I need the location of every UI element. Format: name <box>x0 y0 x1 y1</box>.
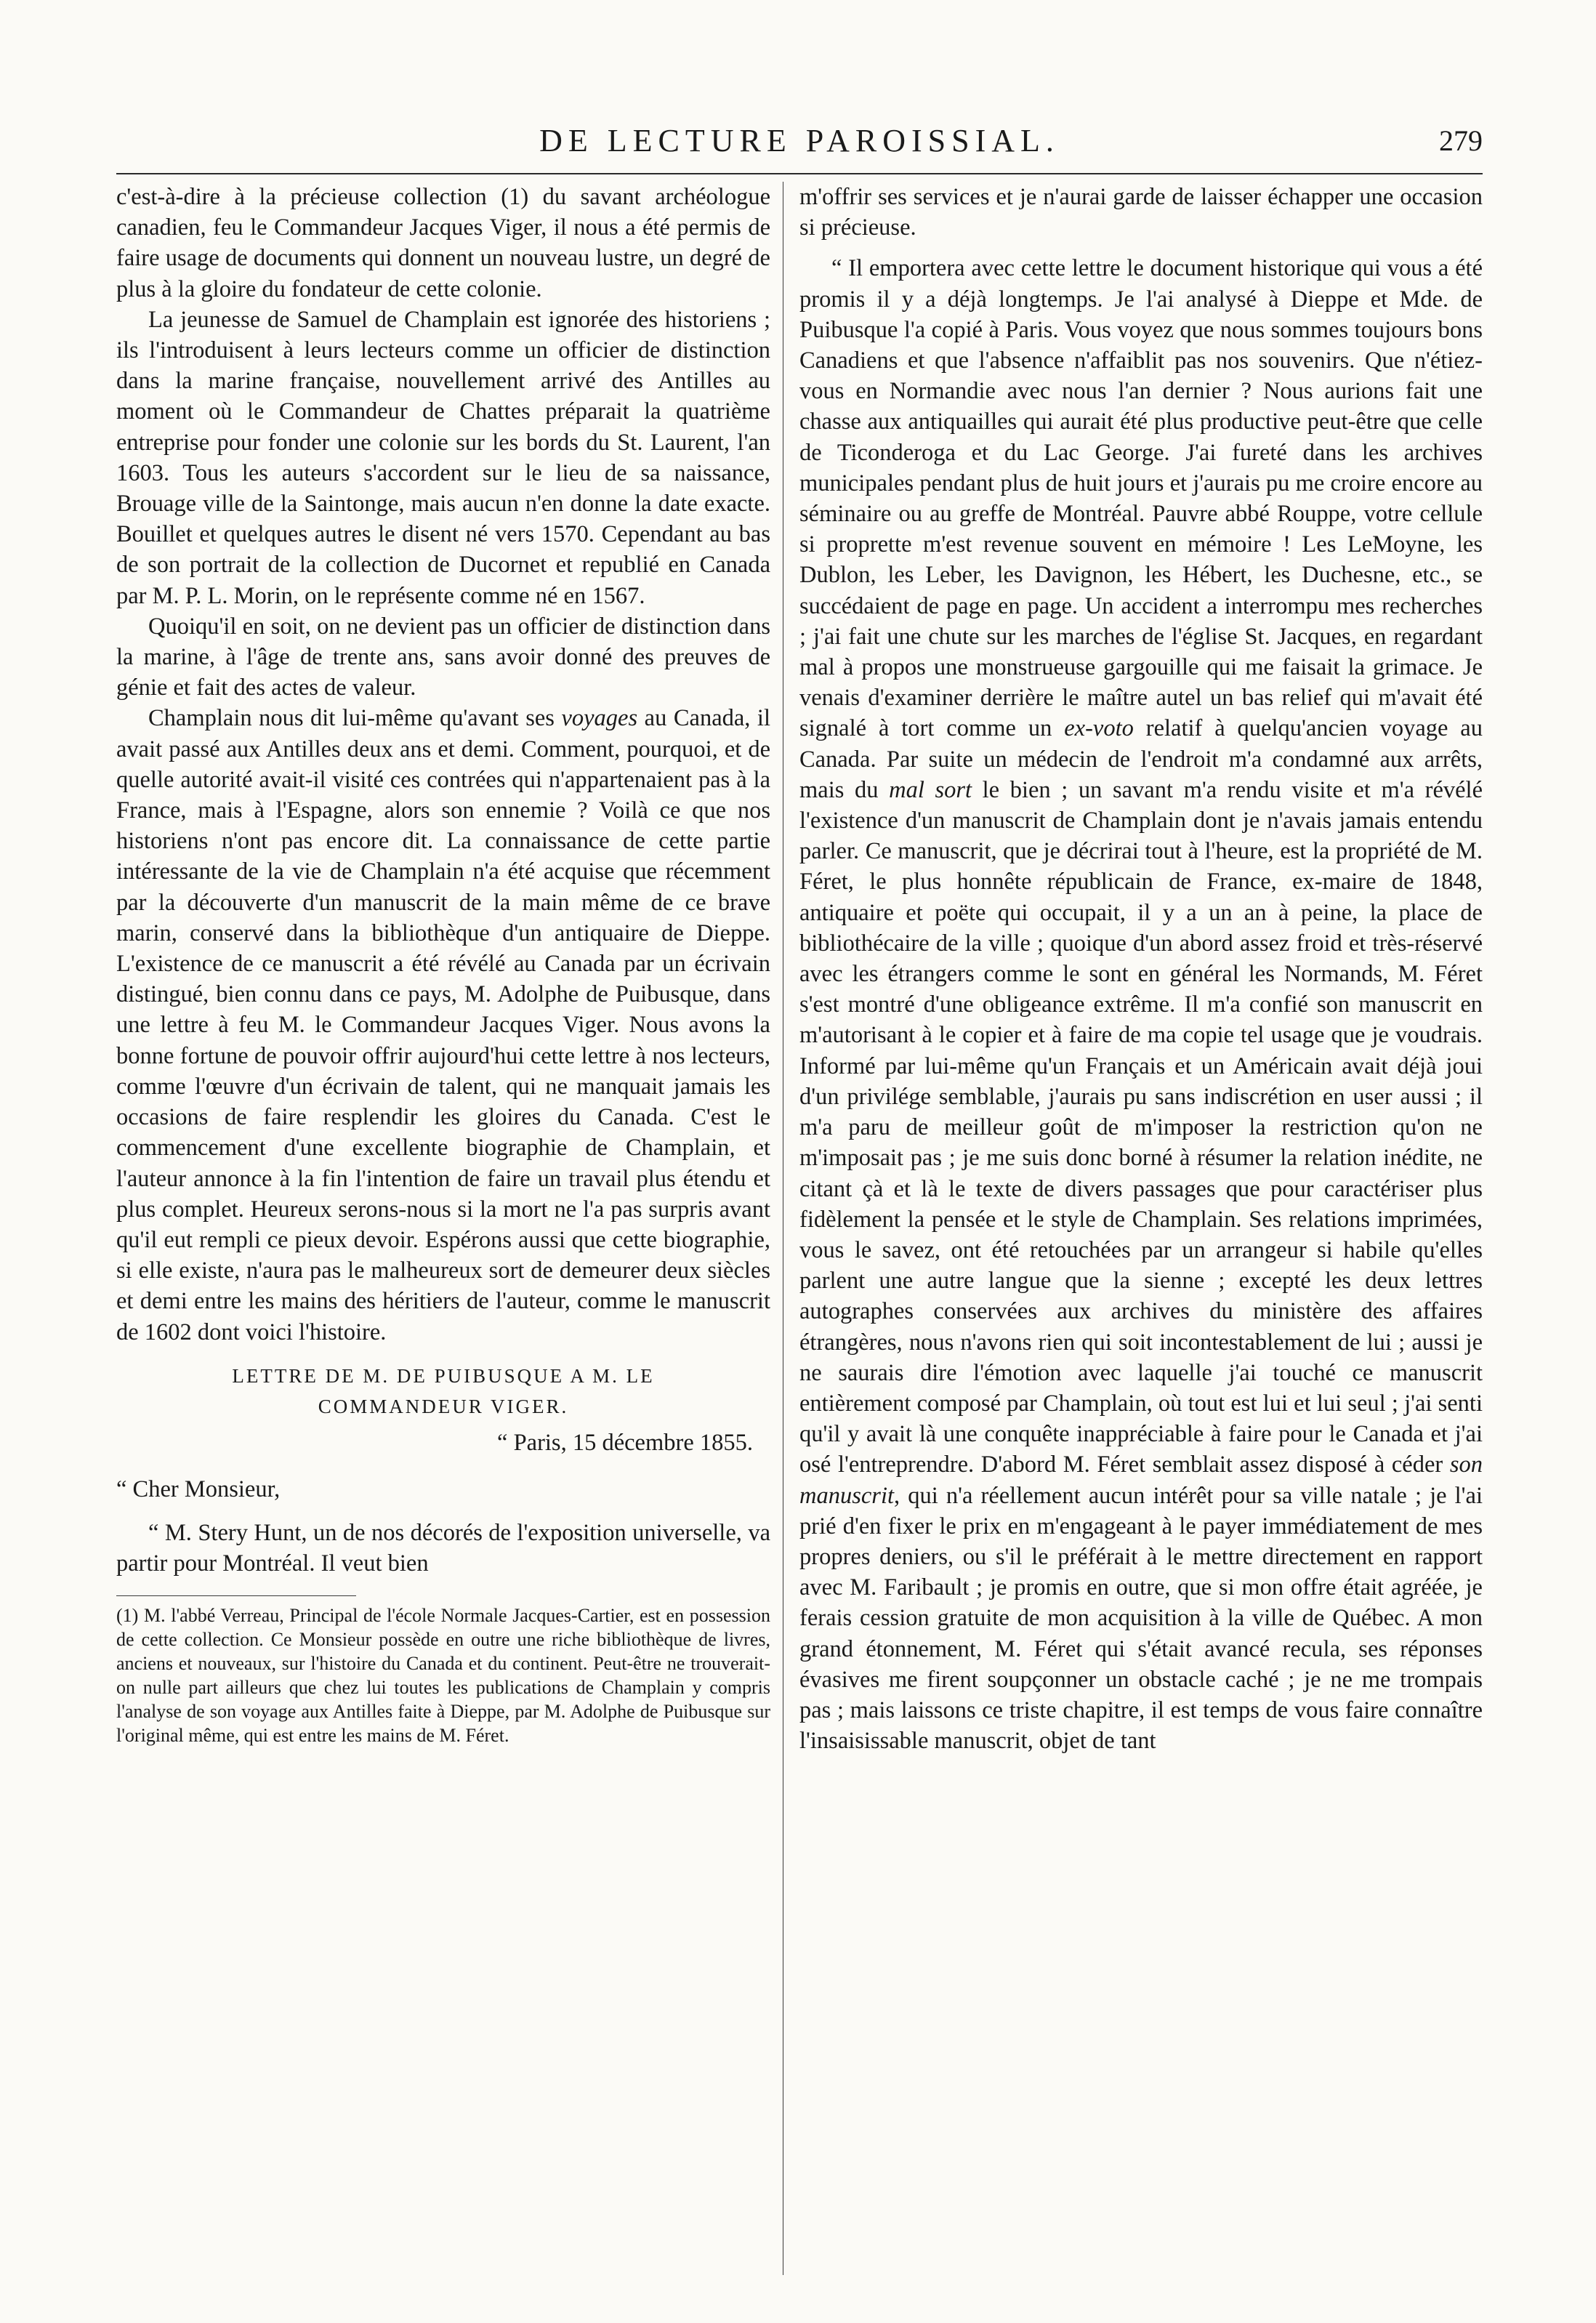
paragraph <box>799 253 1483 1756</box>
text-run: , qui n'a réellement aucun intérêt pour sa ville natale ; je l'ai prié d'en fixer le prix en m'engageant à le payer immédiatement de mes propres deniers, ou s'il le préférait à le mettre directement en rapport avec M. Faribault ; je promis en outre, que si mon offre était agréée, je ferais cession gratuite de mon acquisition à la ville de Québec. A mon grand étonnement, M. Féret qui s'était avancé recula, ses réponses évasives me firent soupçonner un obstacle caché ; je ne me trompais pas ; mais laissons ce triste chapitre, il est temps de vous faire connaître l'insaisissable manuscrit, objet de tant <box>799 1482 1483 1755</box>
italic-text: voyages <box>561 705 638 732</box>
letter-heading <box>116 1361 770 1422</box>
running-title: DE LECTURE PAROISSIAL. <box>539 123 1060 158</box>
footnote: (1) M. l'abbé Verreau, Principal de l'école Normale Jacques-Cartier, est en possession de cette collection. Ce Monsieur possède en outre une riche bibliothèque de livres, anciens et nouveaux, sur l'histoire du Canada et du continent. Peut-être ne trouverait-on nulle part ailleurs que chez lui toutes les publications de Champlain y compris l'analyse de son voyage aux Antilles faite à Dieppe, par M. Adolphe de Puibusque sur l'original même, qui est entre les mains de M. Féret. <box>116 1604 770 1746</box>
footnote-rule <box>116 1595 356 1596</box>
paragraph: c'est-à-dire à la précieuse collection (1) du savant archéologue canadien, feu le Commandeur Jacques Viger, il nous a été permis de faire usage de documents qui donnent un nouveau lustre, un degré de plus à la gloire du fondateur de cette colonie. <box>116 184 770 302</box>
italic-text: ex-voto <box>1064 715 1134 742</box>
italic-text: mal sort <box>889 776 972 803</box>
page-number: 279 <box>1439 124 1483 157</box>
paragraph: La jeunesse de Samuel de Champlain est ignorée des historiens ; ils l'introduisent à leurs lecteurs comme un officier de distinction dans la marine française, nouvellement arrivé des Antilles au moment où le Commandeur de Chattes préparait la quatrième entreprise pour fonder une colonie sur les bords du St. Laurent, l'an 1603. Tous les auteurs s'accordent sur le lieu de sa naissance, Brouage ville de la Saintonge, mais aucun n'en donne la date exacte. Bouillet et quelques autres le disent né vers 1570. Cependant au bas de son portrait de la collection de Ducornet et republié en Canada par M. P. L. Morin, on le représente comme né en 1567. <box>116 306 770 609</box>
paragraph: “ M. Stery Hunt, un de nos décorés de l'exposition universelle, va partir pour Montréal. Il veut bien <box>116 1520 770 1577</box>
letter-heading-line: COMMANDEUR VIGER. <box>318 1395 569 1417</box>
text-run: au Canada, il avait passé aux Antilles deux ans et demi. Comment, pourquoi, et de quelle autorité avait-il visité ces contrées qui n'appartenaient pas à la France, mais à l'Espagne, alors son ennemie ? Voilà ce que nos historiens n'ont pas encore dit. La connaissance de cette partie intéressante de la vie de Champlain n'a été acquise que récemment par la découverte d'un manuscrit de la main même de ce brave marin, conservé dans la bibliothèque d'un antiquaire de Dieppe. L'existence de ce manuscrit a été révélé au Canada par un écrivain distingué, bien connu dans ce pays, M. Adolphe de Puibusque, dans une lettre à feu M. le Commandeur Jacques Viger. Nous avons la bonne fortune de pouvoir offrir aujourd'hui cette lettre à nos lecteurs, comme l'œuvre d'un écrivain de talent, qui ne manquait jamais les occasions de faire resplendir les gloires du Canada. C'est le commencement d'une excellente biographie de Champlain, et l'auteur annonce à la fin l'intention de faire un travail plus étendu et plus complet. Heureux serons-nous si la mort ne l'a pas surpris avant qu'il eut rempli ce pieux devoir. Espérons aussi que cette biographie, si elle existe, n'aura pas le malheureux sort de demeurer deux siècles et demi entre les mains des héritiers de l'auteur, comme le manuscrit de 1602 dont voici l'histoire. <box>116 705 770 1345</box>
header-rule <box>116 173 1483 174</box>
letter-heading-line: LETTRE DE M. DE PUIBUSQUE A M. LE <box>232 1364 655 1387</box>
text-run: relatif à quelqu'ancien voyage au Canada. Par suite un médecin de l'endroit m'a condamné aux arrêts, mais du <box>799 715 1483 803</box>
text-run: “ Il emportera avec cette lettre le document historique qui vous a été promis il y a déjà longtemps. Je l'ai analysé à Dieppe et Mde. de Puibusque l'a copié à Paris. Vous voyez que nous sommes toujours bons Canadiens et que l'absence n'affaiblit pas nos souvenirs. Que n'étiez-vous en Normandie avec nous l'an dernier ? Nous aurions fait une chasse aux antiquailles qui aurait été plus productive peut-être que celle de Ticonderoga et du Lac George. J'ai fureté dans les archives municipales pendant plus de huit jours et j'aurais pu me croire encore au séminaire ou au greffe de Montréal. Pauvre abbé Rouppe, votre cellule si proprette m'est revenue souvent en mémoire ! Les LeMoyne, les Dublon, les Leber, les Davignon, les Hébert, les Duchesne, etc., se succédaient de page en page. Un accident a interrompu mes recherches ; j'ai fait une chute sur les marches de l'église St. Jacques, en regardant mal à propos une monstrueuse gargouille qui me faisait la grimace. Je venais d'examiner derrière le maître autel un bas relief qui m'avait été signalé à tort comme un <box>799 255 1483 742</box>
running-header <box>116 116 1483 167</box>
text-run: Champlain nous dit lui-même qu'avant ses <box>148 705 562 732</box>
text-run: le bien ; un savant m'a rendu visite et m'a révélé l'existence d'un manuscrit de Champlain dont je n'avais jamais entendu parler. Ce manuscrit, que je décrirai tout à l'heure, est la propriété de M. Féret, le plus honnête républicain de France, ex-maire de 1848, antiquaire et poëte qui occupait, il y a un an à peine, la place de bibliothécaire de la ville ; quoique d'un abord assez froid et très-réservé avec les étrangers comme le sont en général les Normands, M. Féret s'est montré d'une obligeance extrême. Il m'a confié son manuscrit en m'autorisant à le copier et à faire de ma copie tel usage que je voudrais. Informé par lui-même qu'un Français et un Américain avait déjà joui d'un privilége semblable, j'aurais pu sans indiscrétion en user aussi ; il m'a paru de meilleur goût de m'imposer la restriction qu'on ne m'imposait pas ; je me suis donc borné à résumer la relation inédite, ne citant çà et là le texte de divers passages que pour caractériser plus fidèlement la pensée et le style de Champlain. Ses relations imprimées, vous le savez, ont été retouchées par un arrangeur si habile qu'elles parlent une autre langue que la sienne ; excepté les deux lettres autographes conservées aux archives du ministère des affaires étrangères, nous n'avons rien qui soit incontestablement de lui ; aussi je ne saurais dire l'émotion avec laquelle j'ai touché ce manuscrit entièrement composé par Champlain, où tout est lui et lui seul ; j'ai senti qu'il y avait là une conquête inappréciable à faire pour le Canada et j'ai osé l'entreprendre. D'abord M. Féret semblait assez disposé à céder <box>799 776 1483 1478</box>
paragraph: Quoiqu'il en soit, on ne devient pas un officier de distinction dans la marine, à l'âge de trente ans, sans avoir donné des preuves de génie et fait des actes de valeur. <box>116 613 770 701</box>
left-column <box>116 182 770 1747</box>
letter-salutation: “ Cher Monsieur, <box>116 1475 281 1502</box>
paragraph <box>116 703 770 1347</box>
italic-text: son manuscrit <box>799 1452 1483 1509</box>
paragraph: m'offrir ses services et je n'aurai garde de laisser échapper une occasion si précieuse. <box>799 184 1483 241</box>
letter-dateline: “ Paris, 15 décembre 1855. <box>497 1429 753 1456</box>
right-column <box>799 182 1483 1756</box>
